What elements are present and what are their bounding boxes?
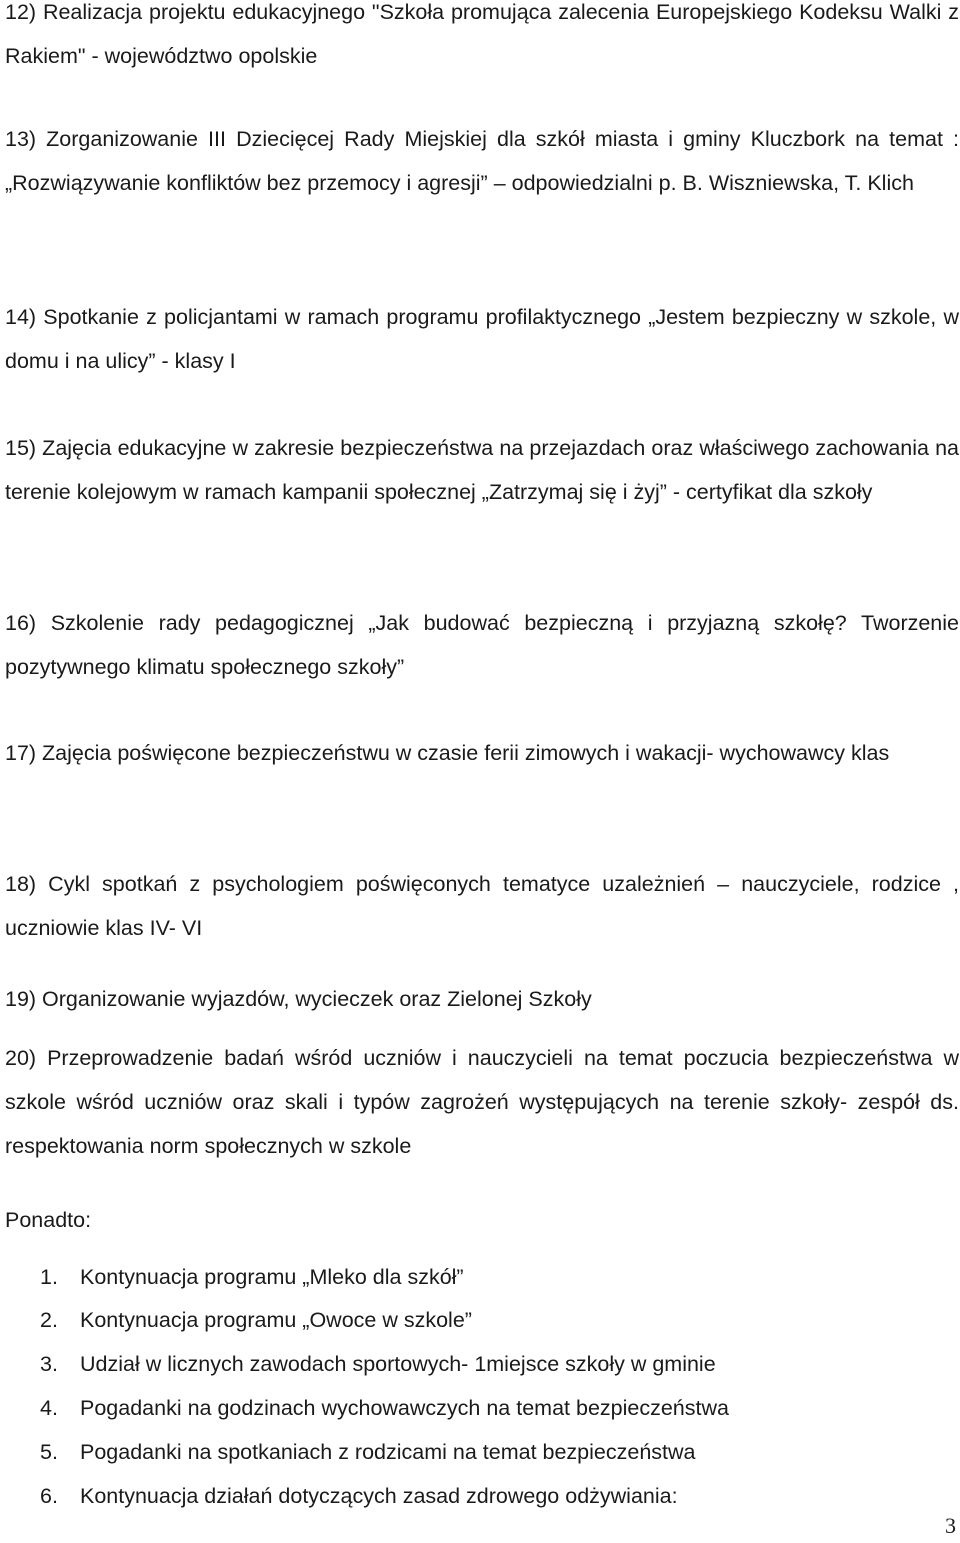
list-item-text: Pogadanki na spotkaniach z rodzicami na temat bezpieczeństwa [80,1440,696,1464]
list-item-5 [40,1430,940,1474]
paragraph-item-14: 14) Spotkanie z policjantami w ramach programu profilaktycznego „Jestem bezpieczny w szkole, w domu i na ulicy” - klasy I [5,305,959,373]
list-item-1 [40,1255,940,1299]
paragraph-item-16: 16) Szkolenie rady pedagogicznej „Jak budować bezpieczną i przyjazną szkołę? Tworzenie pozytywnego klimatu społecznego szkoły” [5,611,959,679]
list-item-number: 2. [40,1308,58,1332]
list-item-4 [40,1386,940,1430]
paragraph-item-19: 19) Organizowanie wyjazdów, wycieczek oraz Zielonej Szkoły [5,987,592,1011]
page-number: 3 [945,1513,956,1538]
list-item-text: Kontynuacja programu „Owoce w szkole” [80,1308,472,1332]
list-item-text: Udział w licznych zawodach sportowych- 1miejsce szkoły w gminie [80,1352,716,1376]
list-item-number: 4. [40,1396,58,1420]
paragraph-item-20: 20) Przeprowadzenie badań wśród uczniów i nauczycieli na temat poczucia bezpieczeństwa w szkole wśród uczniów oraz skali i typów zagrożeń występujących na terenie szkoły- zespół ds. respektowania norm społecznych w szkole [5,1046,959,1158]
list-item-number: 6. [40,1484,58,1508]
list-item-text: Kontynuacja działań dotyczących zasad zdrowego odżywiania: [80,1484,678,1508]
paragraph-item-18: 18) Cykl spotkań z psychologiem poświęconych tematyce uzależnień – nauczyciele, rodzice , uczniowie klas IV- VI [5,872,959,940]
list-item-6 [40,1474,940,1518]
list-item-number: 1. [40,1265,58,1289]
paragraph-item-17: 17) Zajęcia poświęcone bezpieczeństwu w czasie ferii zimowych i wakacji- wychowawcy klas [5,741,890,765]
list-item-text: Pogadanki na godzinach wychowawczych na temat bezpieczeństwa [80,1396,729,1420]
paragraph-item-15: 15) Zajęcia edukacyjne w zakresie bezpieczeństwa na przejazdach oraz właściwego zachowania na terenie kolejowym w ramach kampanii społecznej „Zatrzymaj się i żyj” - certyfikat dla szkoły [5,436,959,504]
list-item-number: 3. [40,1352,58,1376]
ponadto-label: Ponadto: [5,1208,92,1232]
list-item-2 [40,1298,940,1342]
list-item-text: Kontynuacja programu „Mleko dla szkół” [80,1265,464,1289]
list-item-number: 5. [40,1440,58,1464]
paragraph-item-12: 12) Realizacja projektu edukacyjnego "Szkoła promująca zalecenia Europejskiego Kodeksu Walki z Rakiem" - województwo opolskie [5,0,959,68]
list-item-3 [40,1342,940,1386]
paragraph-item-13: 13) Zorganizowanie III Dziecięcej Rady Miejskiej dla szkół miasta i gminy Kluczbork na temat : „Rozwiązywanie konfliktów bez przemocy i agresji” – odpowiedzialni p. B. Wiszniewska, T. Klich [5,127,959,195]
